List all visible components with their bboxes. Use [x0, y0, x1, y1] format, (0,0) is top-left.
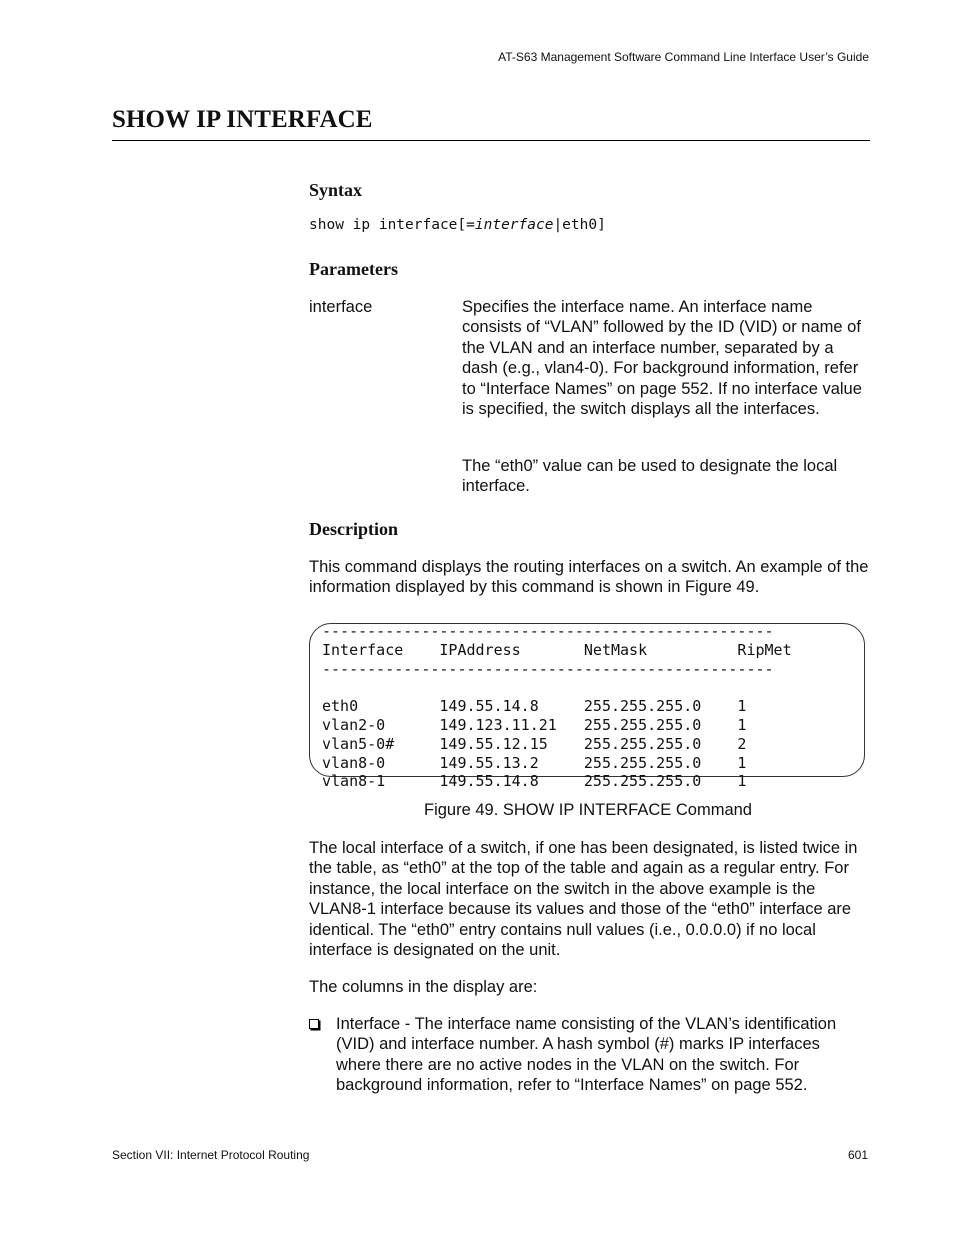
bullet-item-interface: Interface - The interface name consisting of the VLAN’s identification (VID) and interface number. A hash symbol (#) marks IP interfaces where there are no active nodes in the VLAN on the switch. For background information, refer to “Interface Names” on page 552. — [336, 1015, 837, 1095]
parameters-heading: Parameters — [309, 259, 398, 279]
figure-caption: Figure 49. SHOW IP INTERFACE Command — [424, 801, 752, 819]
description-heading: Description — [309, 519, 398, 539]
syntax-heading: Syntax — [309, 180, 363, 200]
figure-data-row: vlan2-0 149.123.11.21 255.255.255.0 1 — [322, 715, 747, 734]
syntax-command-param: interface — [474, 217, 554, 233]
figure-data-row: eth0 149.55.14.8 255.255.255.0 1 — [322, 697, 747, 716]
figure-header-row: Interface IPAddress NetMask RipMet — [322, 640, 792, 659]
page-number: 601 — [847, 1148, 868, 1162]
command-output-figure — [322, 622, 792, 791]
bullet-box-icon — [309, 1019, 319, 1029]
running-header: AT-S63 Management Software Command Line Interface User’s Guide — [498, 50, 869, 64]
title-rule — [112, 140, 870, 141]
figure-separator: -------------------------------------------------- — [322, 622, 774, 640]
figure-separator: -------------------------------------------------- — [322, 659, 774, 678]
parameter-name: interface — [309, 298, 373, 316]
parameter-description: Specifies the interface name. An interface name consists of “VLAN” followed by the ID (VID) or name of the VLAN and an interface number, separated by a dash (e.g., vlan4-0). For background information, refer to “Interface Names” on page 552. If no interface value is specified, the switch displays all the interfaces. — [462, 298, 862, 419]
parameter-description-note: The “eth0” value can be used to designate the local interface. — [462, 457, 838, 496]
syntax-command-suffix: |eth0] — [553, 217, 606, 233]
syntax-command — [309, 217, 606, 233]
figure-data-row: vlan8-1 149.55.14.8 255.255.255.0 1 — [322, 772, 747, 791]
syntax-command-prefix: show ip interface[= — [309, 217, 475, 233]
footer-section: Section VII: Internet Protocol Routing — [112, 1148, 310, 1162]
figure-data-row: vlan8-0 149.55.13.2 255.255.255.0 1 — [322, 753, 747, 772]
description-intro: This command displays the routing interfaces on a switch. An example of the information displayed by this command is shown in Figure 49. — [309, 558, 869, 597]
figure-data-row: vlan5-0# 149.55.12.15 255.255.255.0 2 — [322, 734, 747, 753]
page-title: SHOW IP INTERFACE — [112, 106, 373, 133]
local-interface-paragraph: The local interface of a switch, if one has been designated, is listed twice in the table, as “eth0” at the top of the table and again as a regular entry. For instance, the local interface on the switch in the above example is the VLAN8-1 interface because its values and those of the “eth0” interface are identical. The “eth0” entry contains null values (i.e., 0.0.0.0) if no local interface is designated on the unit. — [309, 839, 858, 960]
columns-intro: The columns in the display are: — [309, 978, 538, 996]
